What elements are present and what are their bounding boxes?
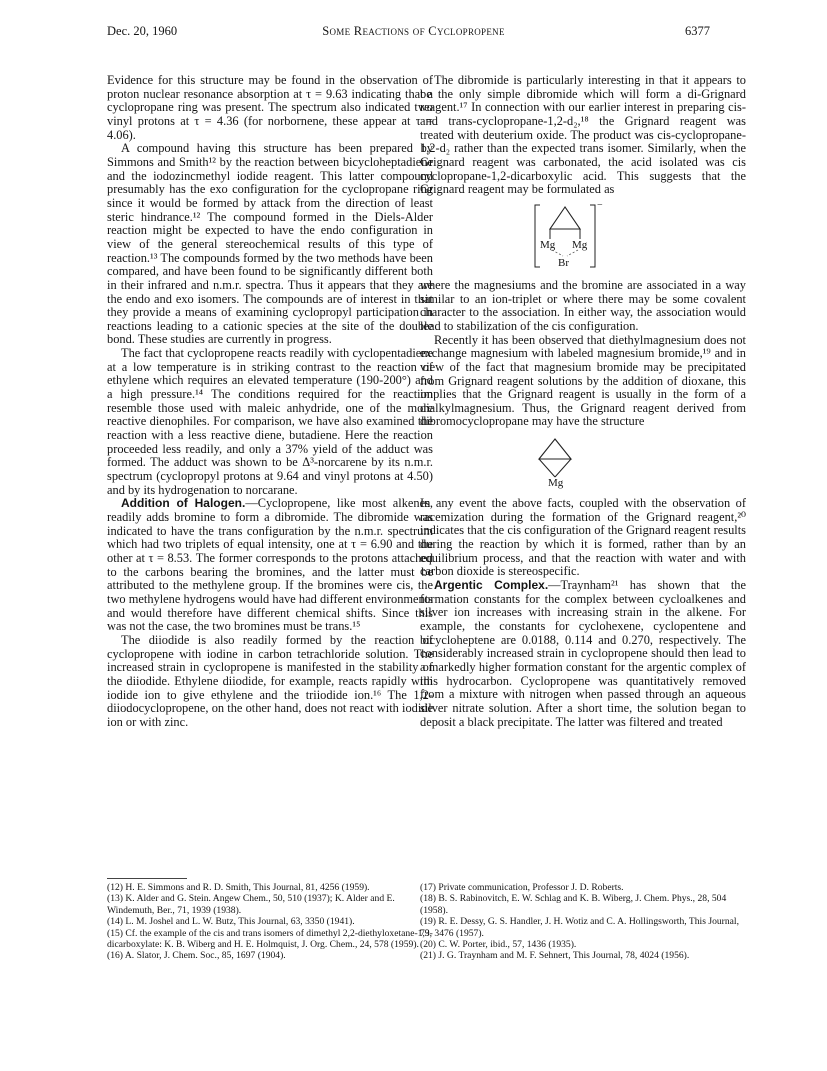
running-header-title-text: Some Reactions of Cyclopropene [322, 24, 505, 38]
paragraph-argentic [420, 579, 746, 729]
footnotes-right [420, 882, 746, 962]
dialkylmagnesium-structure-figure [420, 433, 746, 491]
footnote: (16) A. Slator, J. Chem. Soc., 85, 1697 (1904). [107, 950, 286, 962]
grignard-bridged-structure-figure [420, 201, 746, 273]
mg-label: Mg [548, 477, 564, 490]
footnote: (12) H. E. Simmons and R. D. Smith, This Journal, 81, 4256 (1959). [107, 882, 370, 893]
left-column [107, 74, 433, 730]
paragraph: Evidence for this structure may be found in the observation of proton nuclear resonance absorption at τ = 9.63 indicating that a cyclopropane ring was present. The spectrum also indicated two vinyl protons at τ = 4.36 (for norbornene, these appear at τ = 4.06). [107, 73, 433, 142]
page-number: 6377 [685, 24, 710, 38]
paragraph: The fact that cyclopropene reacts readily with cyclopentadiene at a low temperature is in striking contrast to the reaction of ethylene which requires an elevated temperature (190-200°) and a high pressure.¹⁴ The conditions required for the reaction resemble those used with maleic anhydride, one of the more reactive dienophiles. For comparison, we have also examined the reaction with a less reactive diene, butadiene. Here the reaction proceeded less readily, and only a 37% yield of the adduct was formed. The adduct was shown to be Δ³-norcarene by its n.m.r. spectrum (cyclopropyl protons at 9.64 and vinyl protons at 4.50) and by its hydrogenation to norcarane. [107, 346, 433, 497]
running-header-date: Dec. 20, 1960 [107, 24, 178, 38]
footnote: (17) Private communication, Professor J. D. Roberts. [420, 882, 624, 893]
paragraph-halogen [107, 497, 433, 634]
mg-left-label: Mg [540, 238, 556, 251]
charge-label: − [597, 199, 603, 211]
paragraph: In any event the above facts, coupled with the observation of racemization during the formation of the Grignard reagent,²⁰ indicates that the cis configuration of the Grignard reagent results during the reaction by which it is formed, rather than by an equilibrium process, and that the reaction with water and with carbon dioxide is stereospecific. [420, 496, 746, 579]
footnotes-left [107, 882, 433, 962]
br-label: Br [558, 256, 569, 269]
section-heading-halogen: Addition of Halogen. [121, 496, 246, 511]
mg-right-label: Mg [572, 238, 588, 251]
paragraph: The dibromide is particularly interesting in that it appears to be the only simple dibromide which will form a di-Grignard reagent.¹⁷ In connection with our earlier interest in preparing cis- and trans-cyclopropane-1,2-d₂,¹⁸ the Grignard reagent was treated with deuterium oxide. The product was cis-cyclopropane-1,2-d₂ rather than the expected trans isomer. Similarly, when the Grignard reagent was carbonated, the acid isolated was cis cyclopropane-1,2-dicarboxylic acid. This suggests that the Grignard reagent may be formulated as [420, 73, 746, 197]
footnote: (20) C. W. Porter, ibid., 57, 1436 (1935). [420, 939, 577, 951]
section-heading-argentic: Argentic Complex. [434, 578, 549, 593]
paragraph-text: —Traynham²¹ has shown that the formation constants for the complex between cycloalkenes and silver ion increases with increasing strain in the alkene. For example, the constants for cyclohexene, cyclopentene and bicycloheptene are 0.0188, 0.114 and 0.270, respectively. The considerably increased strain in cyclopropene should then lead to a markedly higher formation constant for the argentic complex of this hydrocarbon. Cyclopropene was quantitatively removed from a mixture with nitrogen when passed through an aqueous silver nitrate solution. After a short time, the solution began to deposit a black precipitate. The latter was filtered and treated [420, 578, 746, 729]
paragraph: where the magnesiums and the bromine are associated in a way similar to an ion-triplet or where there may be some covalent character to the association. In either way, the association would lead to stabilization of the cis configuration. [420, 277, 746, 333]
paragraph: The diiodide is also readily formed by the reaction of cyclopropene with iodine in carbon tetrachloride solution. The increased strain in cyclopropene is manifested in the stability of the diiodide. Ethylene diiodide, for example, reacts rapidly with iodide ion to give ethylene and the triiodide ion.¹⁶ The 1,2-diiodocyclopropene, on the other hand, does not react with iodide ion or with zinc. [107, 632, 433, 729]
footnote: (18) B. S. Rabinovitch, E. W. Schlag and K. B. Wiberg, J. Chem. Phys., 28, 504 (1958). [420, 893, 727, 916]
dialkylmagnesium-drawing [420, 433, 746, 491]
footnote: (21) J. G. Traynham and M. F. Sehnert, This Journal, 78, 4024 (1956). [420, 950, 690, 962]
footnote-rule [107, 878, 187, 879]
footnote: (13) K. Alder and G. Stein. Angew Chem., 50, 510 (1937); K. Alder and E. Windemuth, Ber., 71, 1939 (1938). [107, 893, 395, 916]
footnote: (15) Cf. the example of the cis and trans isomers of dimethyl 2,2-diethyloxetane-1,3-dicarboxylate: K. B. Wiberg and H. E. Holmquist, J. Org. Chem., 24, 578 (1959). [107, 927, 433, 951]
footnote: (14) L. M. Joshel and L. W. Butz, This Journal, 63, 3350 (1941). [107, 916, 355, 928]
footnote: (19) R. E. Dessy, G. S. Handler, J. H. Wotiz and C. A. Hollingsworth, This Journal, 79, 3476 (1957). [420, 916, 739, 939]
paragraph: A compound having this structure has been prepared by Simmons and Smith¹² by the reaction between bicycloheptadiene and the iodozincmethyl iodide reagent. This latter compound presumably has the exo configuration for the cyclopropane ring since it would be formed by attack from the direction of least steric hindrance.¹² The compound formed in the Diels-Alder reaction might be expected to have the endo configuration in view of the general stereochemical results of this type of reaction.¹³ The compounds formed by the two methods have been compared, and have been found to be significantly different both in their infrared and n.m.r. spectra. Thus it appears that they are the endo and exo isomers. The compounds are of interest in that they provide a means of examining cyclopropyl participation in reactions leading to a cationic species at the site of the double bond. These studies are currently in progress. [107, 141, 433, 347]
bridged-structure-drawing [420, 201, 746, 273]
paragraph: Recently it has been observed that diethylmagnesium does not exchange magnesium with labeled magnesium bromide,¹⁹ and in view of the fact that magnesium bromide may be precipitated from Grignard reagent solutions by the addition of dioxane, this implies that the Grignard reagent is usually in the form of a dialkylmagnesium. Thus, the Grignard reagent derived from dibromocyclopropane may have the structure [420, 332, 746, 429]
paragraph-text: —Cyclopropene, like most alkenes, readily adds bromine to form a dibromide. The dibromide was indicated to have the trans configuration by the n.m.r. spectrum which had two triplets of equal intensity, one at τ = 6.90 and the other at τ = 8.53. The former corresponds to the protons attached to the carbons bearing the bromines, and the latter must be attributed to the methylene group. If the bromines were cis, the two methylene hydrogens would have had different environments and would therefore have different chemical shifts. Since this was not the case, the two bromines must be trans.¹⁵ [107, 496, 433, 634]
right-column [420, 74, 746, 729]
